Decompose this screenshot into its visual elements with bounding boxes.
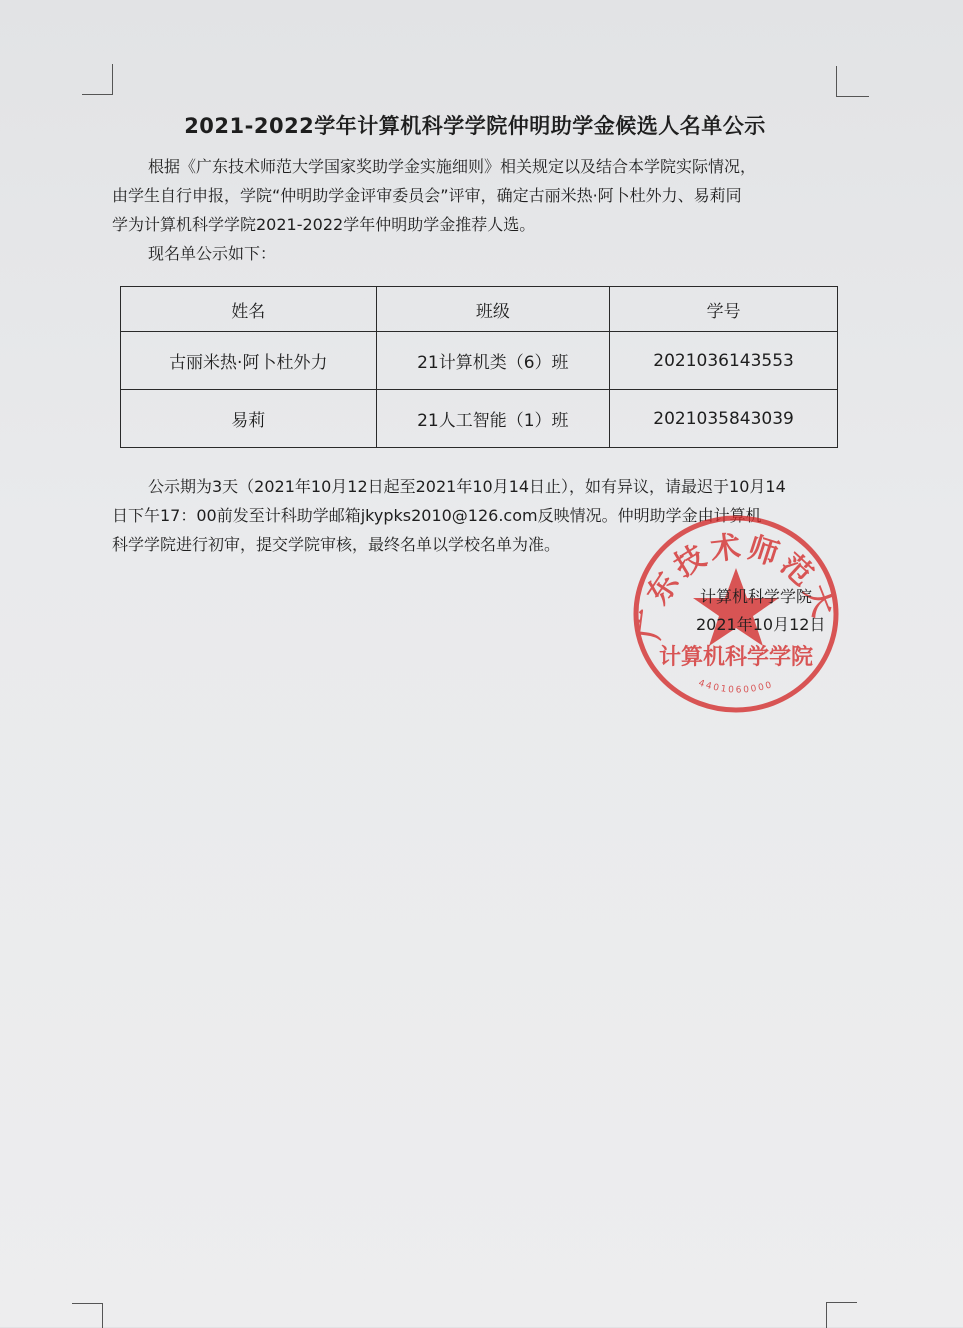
crop-mark-bottom-left [72,1303,103,1328]
seal-top-text: 广东技术师范大 [631,529,842,642]
header-name: 姓名 [121,287,377,332]
cell-name: 易莉 [121,390,377,448]
header-student-id: 学号 [610,287,838,332]
notice-line-2: 日下午17：00前发至计科助学邮箱jkypks2010@126.com反映情况。仲明助学金由计算机 [112,506,762,525]
cell-name: 古丽米热·阿卜杜外力 [121,332,377,390]
intro-line-3: 学为计算机科学学院2021-2022学年仲明助学金推荐人选。 [112,215,536,234]
cell-class: 21人工智能（1）班 [376,390,610,448]
cell-class: 21计算机类（6）班 [376,332,610,390]
intro-line-2: 由学生自行申报，学院“仲明助学金评审委员会”评审，确定古丽米热·阿卜杜外力、易莉同 [112,186,742,205]
svg-text:4401060000 [697,679,775,696]
notice-line-1: 公示期为3天（2021年10月12日起至2021年10月14日止），如有异议，请最迟于10月14 [148,477,786,496]
seal-bottom-text: 计算机科学学院 [658,644,814,670]
cell-student-id: 2021036143553 [610,332,838,390]
header-class: 班级 [376,287,610,332]
table-row [121,332,838,390]
intro-paragraph [112,152,840,268]
crop-mark-bottom-right [826,1302,857,1328]
notice-line-3: 科学学院进行初审，提交学院审核，最终名单以学校名单为准。 [112,535,561,554]
signature-unit: 计算机科学学院 [700,587,813,606]
crop-mark-top-left [82,64,113,95]
document-title: 2021-2022学年计算机科学学院仲明助学金候选人名单公示 [184,114,766,138]
cell-student-id: 2021035843039 [610,390,838,448]
signature-date: 2021年10月12日 [696,615,826,634]
candidate-table [120,286,838,448]
intro-line-1: 根据《广东技术师范大学国家奖助学金实施细则》相关规定以及结合本学院实际情况， [148,157,757,176]
crop-mark-top-right [836,66,869,97]
seal-number: 4401060000 [697,678,775,696]
table-row [121,390,838,448]
table-header-row [121,287,838,332]
intro-line-4: 现名单公示如下： [148,244,277,263]
